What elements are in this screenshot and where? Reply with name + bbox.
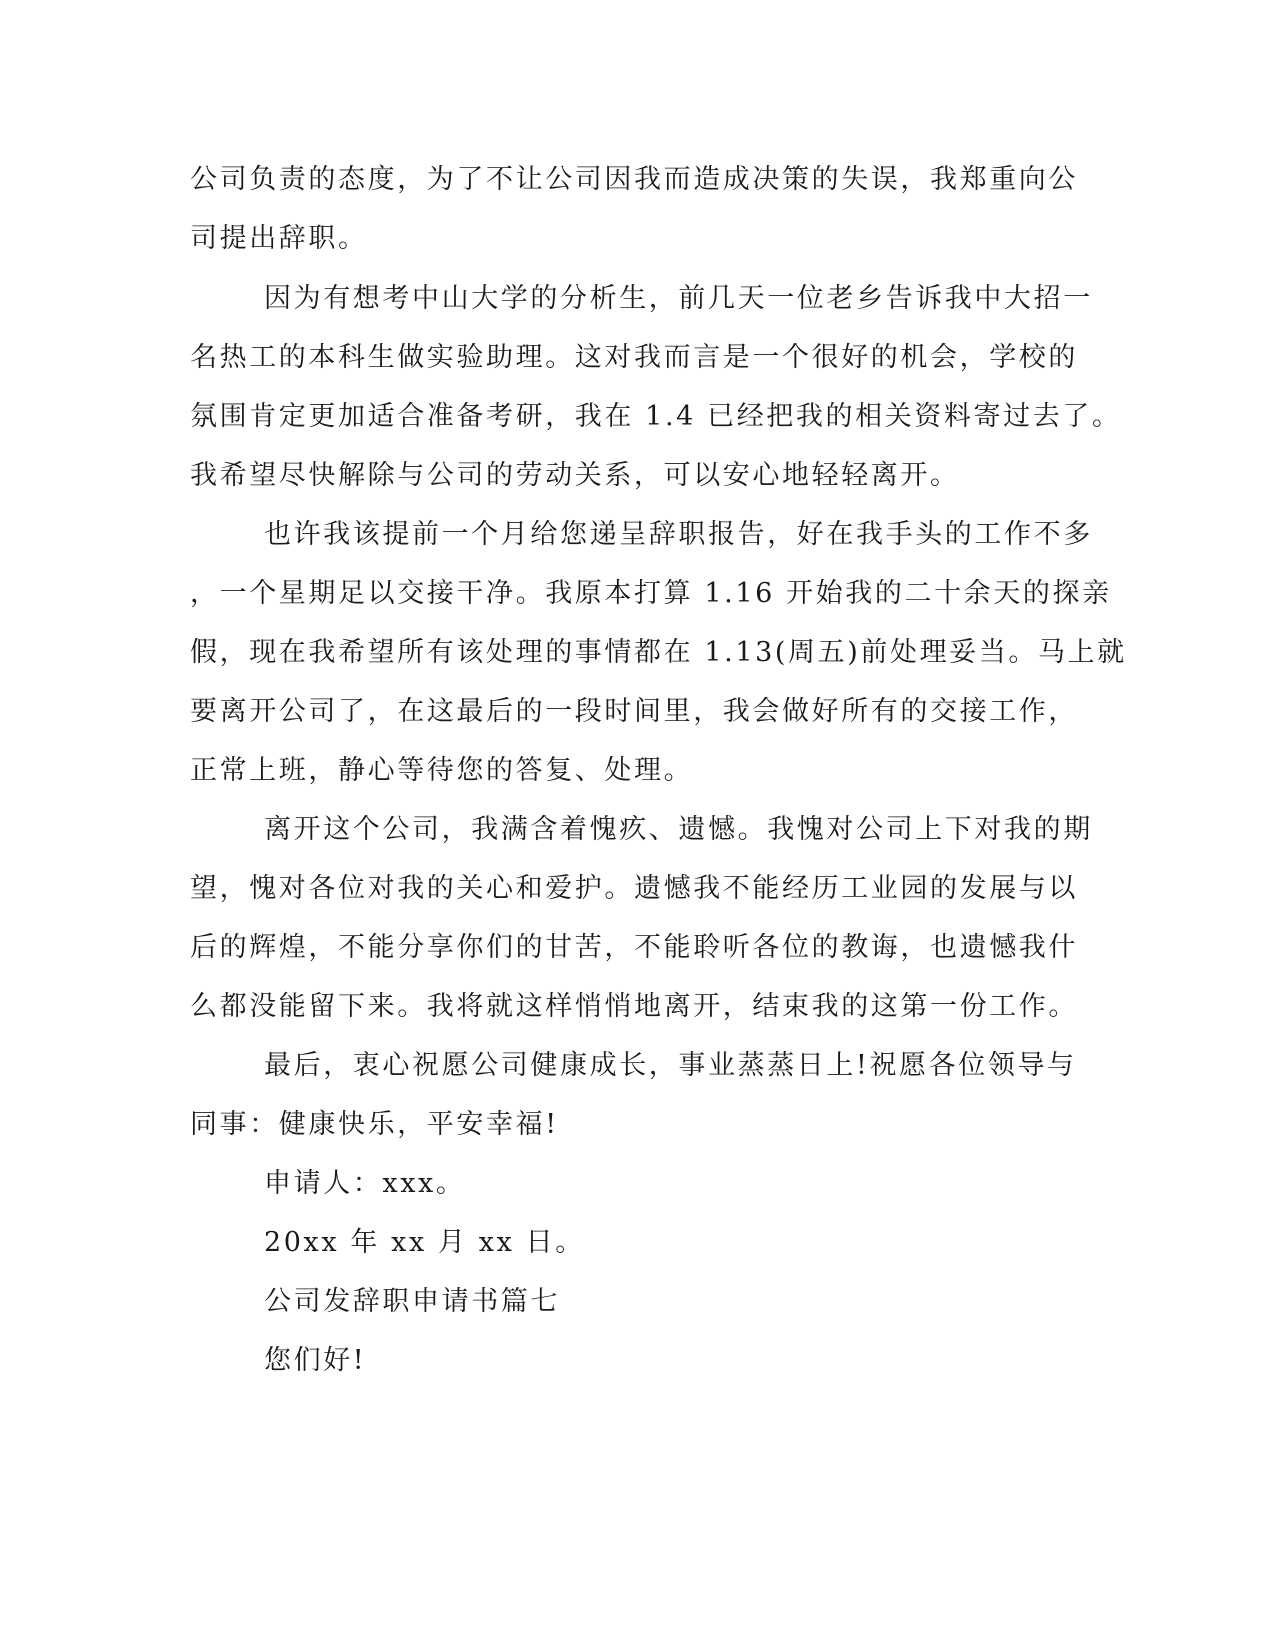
paragraph-line: 也许我该提前一个月给您递呈辞职报告，好在我手头的工作不多 bbox=[264, 519, 1093, 550]
paragraph-line: 离开这个公司，我满含着愧疚、遗憾。我愧对公司上下对我的期 bbox=[264, 814, 1093, 845]
paragraph-line: 公司负责的态度，为了不让公司因我而造成决策的失误，我郑重向公 bbox=[190, 164, 1078, 195]
paragraph-line: 名热工的本科生做实验助理。这对我而言是一个很好的机会，学校的 bbox=[190, 342, 1078, 373]
date-line: 20xx 年 xx 月 xx 日。 bbox=[264, 1227, 585, 1258]
paragraph-line: 氛围肯定更加适合准备考研，我在 1.4 已经把我的相关资料寄过去了。 bbox=[190, 401, 1122, 432]
applicant-line: 申请人：xxx。 bbox=[264, 1168, 466, 1199]
paragraph-line: 同事：健康快乐，平安幸福! bbox=[190, 1109, 559, 1140]
paragraph-line: 后的辉煌，不能分享你们的甘苦，不能聆听各位的教诲，也遗憾我什 bbox=[190, 932, 1078, 963]
paragraph-line: 假，现在我希望所有该处理的事情都在 1.13(周五)前处理妥当。马上就 bbox=[190, 637, 1127, 668]
paragraph-line: 最后，衷心祝愿公司健康成长，事业蒸蒸日上!祝愿各位领导与 bbox=[264, 1050, 1077, 1081]
paragraph-line: 司提出辞职。 bbox=[190, 223, 368, 254]
paragraph-line: 正常上班，静心等待您的答复、处理。 bbox=[190, 755, 694, 786]
paragraph-line: 要离开公司了，在这最后的一段时间里，我会做好所有的交接工作， bbox=[190, 696, 1078, 727]
paragraph-line: 因为有想考中山大学的分析生，前几天一位老乡告诉我中大招一 bbox=[264, 283, 1093, 314]
paragraph-line: 么都没能留下来。我将就这样悄悄地离开，结束我的这第一份工作。 bbox=[190, 991, 1078, 1022]
paragraph-line: 我希望尽快解除与公司的劳动关系，可以安心地轻轻离开。 bbox=[190, 460, 960, 491]
paragraph-line: ，一个星期足以交接干净。我原本打算 1.16 开始我的二十余天的探亲 bbox=[190, 578, 1112, 609]
greeting-line: 您们好! bbox=[264, 1345, 367, 1376]
section-heading: 公司发辞职申请书篇七 bbox=[264, 1286, 560, 1317]
paragraph-line: 望，愧对各位对我的关心和爱护。遗憾我不能经历工业园的发展与以 bbox=[190, 873, 1078, 904]
